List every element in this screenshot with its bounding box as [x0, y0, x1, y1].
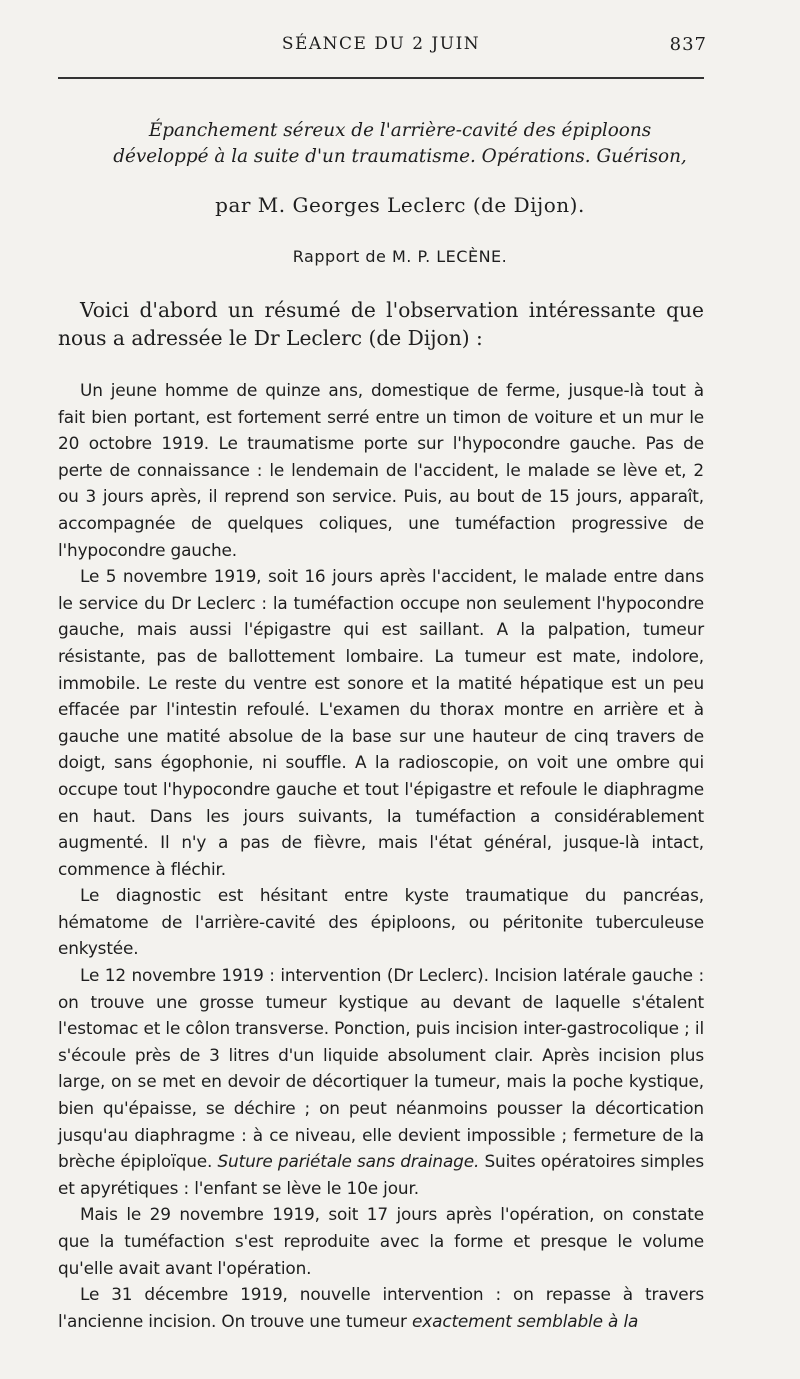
article-title-line-1: Épanchement séreux de l'arrière-cavité des épiploons: [148, 120, 652, 141]
article-author: par M. Georges Leclerc (de Dijon).: [215, 193, 585, 217]
paragraph-first-operation: [58, 962, 704, 1201]
case-report-body: [58, 377, 704, 1334]
paragraph-examination: Le 5 novembre 1919, soit 16 jours après l'accident, le malade entre dans le service du Dr Leclerc : la tuméfaction occupe non seulement l'hypocondre gauche, mais aussi l'épigastre qui est saillant. A la palpation, tumeur résistante, pas de ballottement lombaire. La tumeur est mate, indolore, immobile. Le reste du ventre est sonore et la matité hépatique est un peu effacée par l'intestin refoulé. L'examen du thorax montre en arrière et à gauche une matité absolue de la base sur une hauteur de cinq travers de doigt, sans égophonie, ni souffle. A la radioscopie, on voit une ombre qui occupe tout l'hypocondre gauche et tout l'épigastre et refoule le diaphragme en haut. Dans les jours suivants, la tuméfaction a considérablement augmenté. Il n'y a pas de fièvre, mais l'état général, jusque-là intact, commence à fléchir.: [58, 566, 704, 879]
intro-paragraph: Voici d'abord un résumé de l'observation intéressante que nous a adressée le Dr Leclerc (de Dijon) :: [58, 298, 704, 350]
paragraph-second-operation: [58, 1281, 704, 1334]
page-number: 837: [669, 34, 707, 55]
report-byline: Rapport de M. P. LECÈNE.: [292, 247, 508, 266]
paragraph-history: Un jeune homme de quinze ans, domestique de ferme, jusque-là tout à fait bien portant, est fortement serré entre un timon de voiture et un mur le 20 octobre 1919. Le traumatisme porte sur l'hypocondre gauche. Pas de perte de connaissance : le lendemain de l'accident, le malade se lève et, 2 ou 3 jours après, il reprend son service. Puis, au bout de 15 jours, apparaît, accompagnée de quelques coliques, une tuméfaction progressive de l'hypocondre gauche.: [58, 380, 704, 560]
second-operation-text: Le 31 décembre 1919, nouvelle intervention : on repasse à travers l'ancienne incision. On trouve une tumeur: [58, 1284, 704, 1331]
first-operation-text: Le 12 novembre 1919 : intervention (Dr Leclerc). Incision latérale gauche : on trouve une grosse tumeur kystique au devant de laquelle s'étalent l'estomac et le côlon transverse. Ponction, puis incision inter-gastrocolique ; il s'écoule près de 3 litres d'un liquide absolument clair. Après incision plus large, on se met en devoir de décortiquer la tumeur, mais la poche kystique, bien qu'épaisse, se déchire ; on peut néanmoins pousser la décortication jusqu'au diaphragme : à ce niveau, elle devient impossible ; fermeture de la brèche épiploïque.: [58, 965, 704, 1172]
article-title: [40, 118, 760, 170]
exact-italic: exactement semblable à la: [412, 1310, 639, 1331]
header-rule: [58, 77, 704, 79]
running-title: SÉANCE DU 2 JUIN: [281, 34, 481, 54]
running-head: [58, 34, 707, 58]
first-operation-outcome: Suites opératoires simples et apyrétiques : l'enfant se lève le 10e jour.: [58, 1151, 705, 1198]
suture-italic: Suture pariétale sans drainage.: [217, 1151, 480, 1172]
paragraph-recurrence: Mais le 29 novembre 1919, soit 17 jours après l'opération, on constate que la tuméfaction s'est reproduite avec la forme et presque le volume qu'elle avait avant l'opération.: [58, 1204, 704, 1278]
article-title-line-2: développé à la suite d'un traumatisme. Opérations. Guérison,: [113, 146, 687, 167]
paragraph-diagnosis: Le diagnostic est hésitant entre kyste traumatique du pancréas, hématome de l'arrière-cavité des épiploons, ou péritonite tuberculeuse enkystée.: [58, 885, 704, 959]
